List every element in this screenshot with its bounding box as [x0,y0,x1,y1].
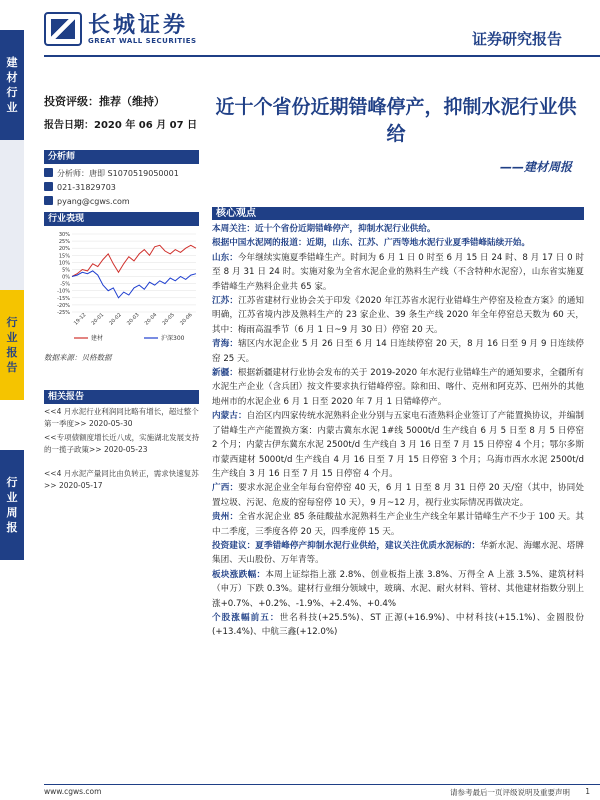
body-paragraph [212,481,584,510]
paragraph-lead: 个股涨幅前五： [212,612,280,623]
paragraph-lead: 投资建议：夏季错峰停产抑制水泥行业供给，建议关注优质水泥标的： [212,540,481,551]
body-paragraph [212,222,584,236]
y-tick-label: 30% [58,232,70,238]
report-title: 近十个省份近期错峰停产，抑制水泥行业供给 [215,96,577,145]
x-tick-label: 19-12 [72,312,88,327]
logo-chinese-name: 长城证券 [88,12,189,38]
footer-url[interactable]: www.cgws.com [44,787,102,796]
y-tick-label: -10% [57,288,70,295]
email-icon [44,196,53,205]
y-tick-label: 25% [58,239,70,246]
chart-section-label: 行业表现 [44,212,199,226]
paragraph-lead: 内蒙古： [212,411,247,422]
logo-mark-icon [44,12,82,46]
paragraph-text: 辖区内水泥企业 5 月 26 日至 6 月 14 日连续停窑 20 天，8 月 16 日至 9 月 9 日连续停窑 25 天。 [212,339,584,364]
body-paragraph [212,568,584,611]
side-tab-industry-label: 建 材 行 业 [6,56,18,114]
related-reports-label: 相关报告 [44,390,199,404]
header-divider [44,55,600,57]
side-tab-weekly-label: 行 业 周 报 [6,476,18,534]
paragraph-lead: 江苏： [212,296,239,307]
y-tick-label: -25% [57,310,70,316]
x-tick-label: 20-06 [179,312,194,327]
core-view-label: 核心观点 [216,208,256,219]
paragraph-lead: 山东： [212,252,238,263]
report-body [212,222,584,640]
paragraph-text: 华新水泥、海螺水泥、塔牌集团、天山股份、万年青等。 [212,540,584,566]
related-report-item[interactable]: <<4 月水泥产量同比由负转正，需求快速复苏>> 2020-05-17 [44,469,199,490]
footer-divider [44,784,600,785]
body-paragraph [212,236,584,250]
person-icon [44,168,53,177]
paragraph-lead: 广西： [212,483,239,494]
paragraph-text: 本周上证综指上涨 2.8%、创业板指上涨 3.8%、万得全 A 上涨 3.5%、建筑材料（申万）下跌 0.3%。建材行业细分领域中，玻璃、水泥、耐火材料、管材、其他建材指数分别上涨+0.7%、+0.2%、-1.9%、+2.4%、+0.4% [212,569,584,609]
y-tick-label: -15% [57,295,70,302]
analyst-email[interactable]: pyang@cgws.com [44,196,130,206]
x-tick-label: 20-05 [161,312,176,327]
side-tab-report [0,290,24,400]
side-tab-weekly [0,450,24,560]
paragraph-lead: 板块涨跌幅： [212,569,266,580]
company-logo [44,8,197,50]
paragraph-lead: 青海： [212,339,239,350]
core-view-bar [212,207,584,220]
body-paragraph [212,510,584,539]
x-tick-label: 20-02 [108,312,123,327]
logo-english-name: GREAT WALL SECURITIES [88,37,197,45]
x-tick-label: 20-04 [143,312,159,327]
body-paragraph [212,294,584,337]
y-tick-label: -5% [60,281,70,288]
body-paragraph [212,366,584,409]
report-series-tag: ——建材周报 [499,160,572,174]
body-paragraph [212,611,584,640]
x-tick-label: 20-03 [126,312,141,327]
footer-disclaimer: 请参考最后一页评级说明及重要声明 [450,788,570,797]
body-paragraph [212,251,584,294]
related-report-item[interactable]: <<专项债额度增长近八成，实施湖北发展支持的一揽子政策>> 2020-05-23 [44,433,200,454]
paragraph-text: 今年继续实施夏季错峰生产。时间为 6 月 1 日 0 时至 6 月 15 日 24 时、8 月 17 日 0 时至 8 月 31 日 24 时。实施对象为全省水泥企业的熟料生产线（不含特种水泥窑），山东省实施夏季错峰生产熟料企业共 65 家。 [212,252,584,292]
report-type: 证券研究报告 [471,30,562,48]
paragraph-lead: 新疆： [212,368,238,379]
paragraph-text: 世名科技(+25.5%)、ST 正源(+16.9%)、中材科技(+15.1%)、金圆股份(+13.4%)、中航三鑫(+12.0%) [212,612,584,638]
body-paragraph [212,409,584,481]
y-tick-label: 10% [58,260,70,267]
y-tick-label: 0% [62,274,70,281]
paragraph-text: 江苏省建材行业协会关于印发《2020 年江苏省水泥行业错峰生产停窑及检查方案》的通知明确，江苏省境内涉及熟料生产的 23 家企业、39 条生产线 2020 年全年停窑总天数为 60 天，其中：梅雨高温季节（6 月 1 日~9 月 30 日）停窑 20 天。 [212,296,584,335]
side-tab-spacer [0,140,24,290]
paragraph-text: 要求水泥企业全年每台窑停窑 40 天，6 月 1 日至 8 月 31 日停 20 天/窑（其中，协同处置垃圾、污泥、危废的窑每窑停 10 天），9 月~12 月，视行业实际情况再做决定。 [212,483,584,508]
legend-label: 沪深300 [161,335,185,342]
paragraph-text: 全省水泥企业 85 条硅酸盐水泥熟料生产企业生产线全年累计错峰生产不少于 100 天。其中二季度，三季度各停 20 天，四季度停 15 天。 [212,512,584,537]
paragraph-lead: 根据中国水泥网的报道：近期，山东、江苏、广西等地水泥行业夏季错峰陆续开始。 [212,238,530,249]
phone-icon [44,182,53,191]
paragraph-text: 自治区内四家传统水泥熟料企业分别与五家电石渣熟料企业签订了产能置换协议，并编制了错峰生产产能置换方案：内蒙古冀东水泥 1#线 5000t/d 生产线自 6 月 5 日至 8 月 5 日停窑 2 个月；内蒙古伊东冀东水泥 2500t/d 生产线自 3 月 16 日至 7 月 15 日停窑 4 个月；鄂尔多斯市蒙西建材 5000t/d 生产线自 4 月 16 日至 7 月 15 日停窑 3 个月；乌海市西水水泥 2500t/d 生产线自 3 月 16 日至 7 月 15 日停窑 4 个月。 [212,411,584,479]
report-date: 报告日期：2020 年 06 月 07 日 [44,120,198,131]
analyst-section-label: 分析师 [44,150,199,164]
y-tick-label: 20% [58,246,70,253]
related-report-item[interactable]: <<4 月水泥行业利润同比略有增长，超过整个第一季度>> 2020-05-30 [44,407,199,428]
series-line [72,271,196,298]
analyst-name: 分析师：唐即 S1070519050001 [44,168,179,179]
body-paragraph [212,337,584,366]
y-tick-label: 5% [62,267,70,274]
x-tick-label: 20-01 [90,312,106,327]
body-paragraph [212,539,584,568]
paragraph-text: 根据新疆建材行业协会发布的关于 2019-2020 年水泥行业错峰生产的通知要求，全疆所有水泥生产企业（含兵团）按文件要求执行错峰停窑。除和田、喀什、克州和阿克苏、巴州外的其他地州市的水泥企业 6 月 1 日至 2020 年 7 月 1 日错峰停产。 [212,368,584,407]
paragraph-lead: 本周关注：近十个省份近期错峰停产，抑制水泥行业供给。 [212,224,436,234]
page-number: 1 [585,787,590,796]
analyst-phone: 021-31829703 [44,182,116,192]
side-tab-report-label: 行 业 报 告 [6,316,18,374]
paragraph-lead: 贵州： [212,512,239,523]
chart-source: 数据来源：贝格数据 [44,353,112,362]
industry-performance-chart [44,228,200,346]
y-tick-label: -20% [57,302,70,309]
side-tab-industry [0,30,24,140]
legend-label: 建材 [91,335,104,342]
investment-rating: 投资评级：推荐（维持） [44,95,165,108]
y-tick-label: 15% [58,253,70,260]
